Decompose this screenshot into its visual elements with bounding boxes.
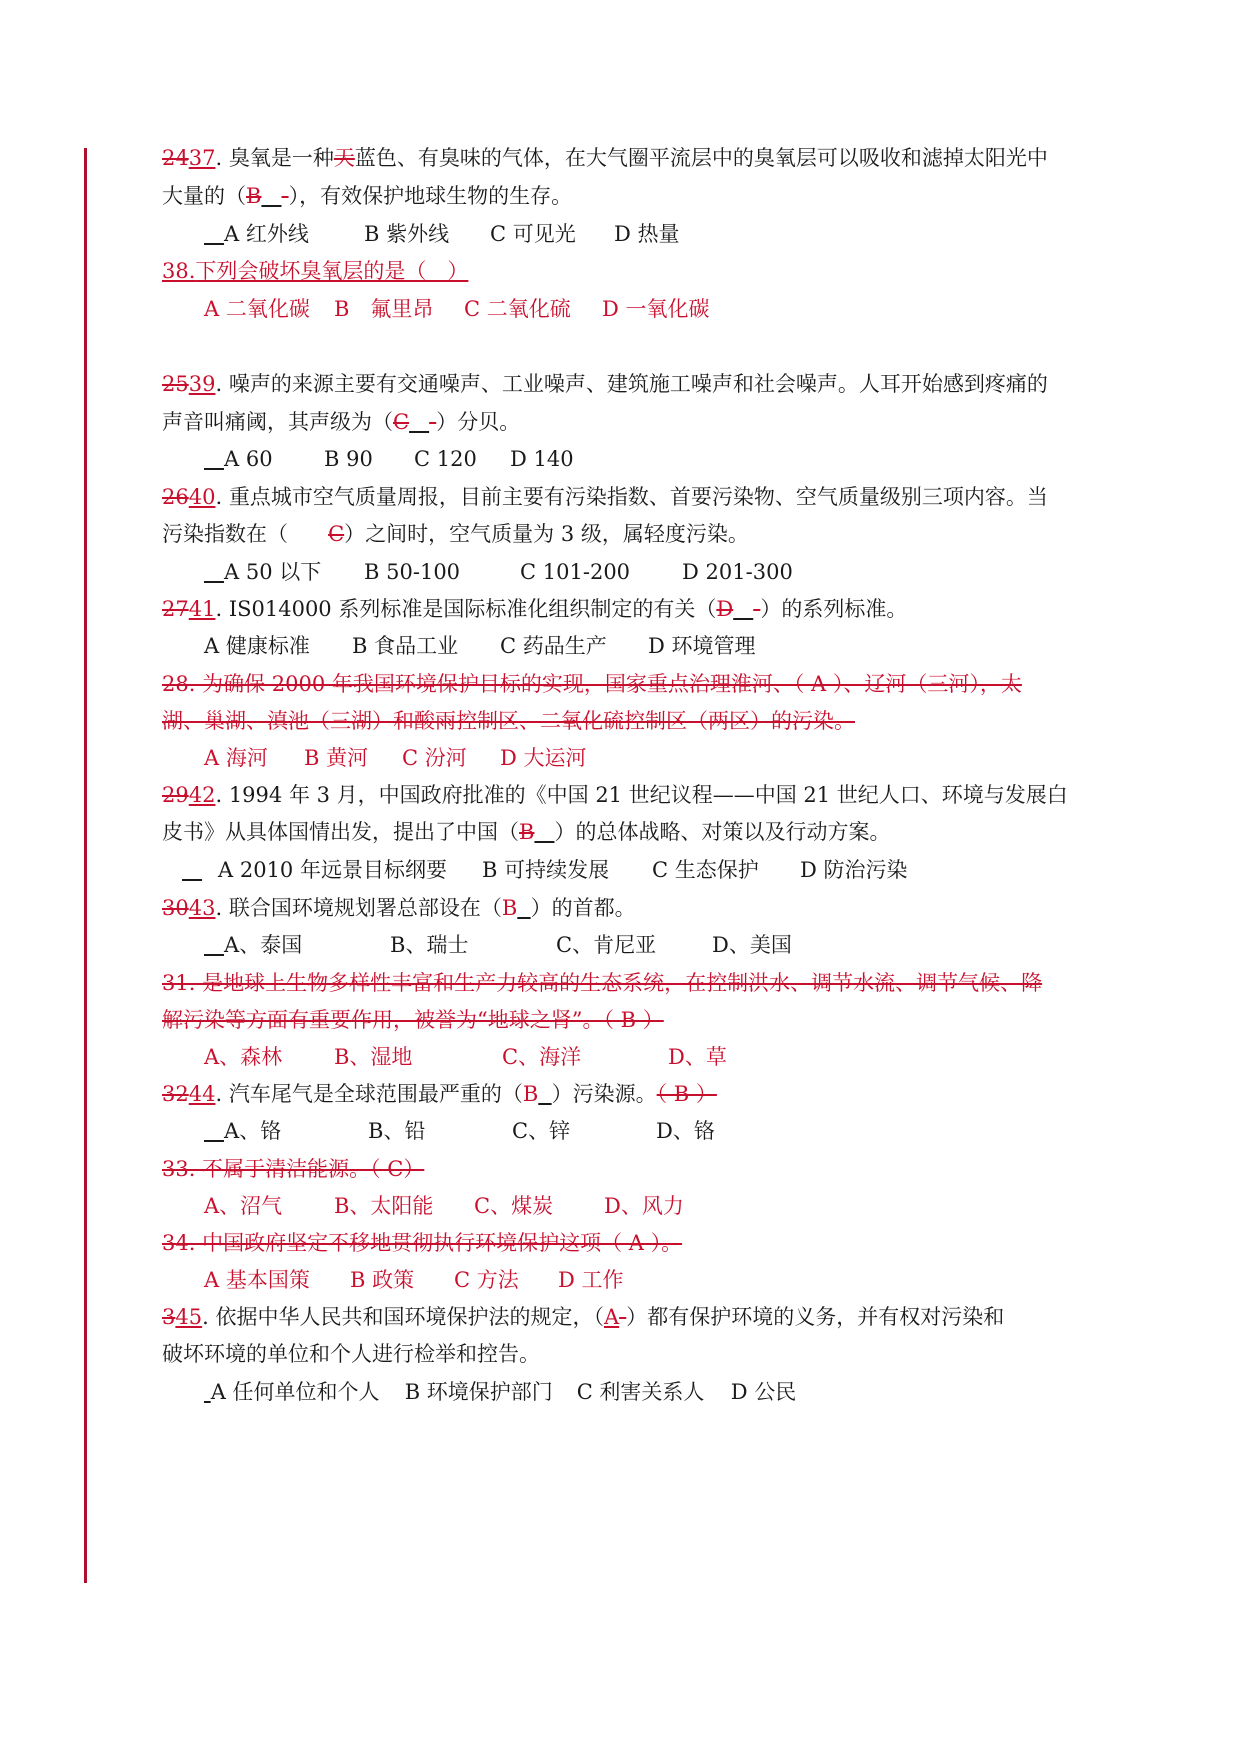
question-39-line2: 声音叫痛阈，其声级为（C -）分贝。: [162, 410, 521, 434]
question-38-line1: 38.下列会破坏臭氧层的是（ ）: [162, 259, 469, 283]
deleted-question-28-line2: 湖、巢湖、滇池（三湖）和酸雨控制区、二氧化硫控制区（两区）的污染。: [162, 709, 855, 733]
question-42-line2: 皮书》从具体国情出发，提出了中国（B ）的总体战略、对策以及行动方案。: [162, 820, 891, 844]
deleted-question-31-line2: 解污染等方面有重要作用，被誉为“地球之肾”。（ B ）: [162, 1008, 664, 1032]
question-37-options: A 红外线 B 紫外线 C 可见光 D 热量: [224, 222, 680, 246]
deleted-char: 天: [333, 146, 355, 170]
question-39-line1: 2539. 噪声的来源主要有交通噪声、工业噪声、建筑施工噪声和社会噪声。人耳开始感到疼痛的: [162, 372, 1048, 396]
deleted-answer: （ B ）: [656, 1082, 717, 1106]
answer: B: [246, 184, 262, 208]
question-40-line2: 污染指数在（ C）之间时，空气质量为 3 级，属轻度污染。: [162, 522, 749, 546]
question-44-options: A、铬 B、铅 C、锌 D、铬: [224, 1119, 715, 1143]
deleted-question-33-line1: 33. 不属于清洁能源。（ C）: [162, 1157, 425, 1181]
question-43-line1: 3043. 联合国环境规划署总部设在（B ）的首都。: [162, 896, 636, 920]
answer: B: [519, 820, 535, 844]
question-38-options: A 二氧化碳 B 氟里昂 C 二氧化硫 D 一氧化碳: [204, 297, 710, 321]
question-45-options: A 任何单位和个人 B 环境保护部门 C 利害关系人 D 公民: [210, 1380, 797, 1404]
deleted-question-34-line1: 34. 中国政府坚定不移地贯彻执行环境保护这项（ A ）。: [162, 1231, 683, 1255]
deleted-question-31-options: A、森林 B、湿地 C、海洋 D、草: [204, 1045, 727, 1069]
question-41-line1: 2741. IS014000 系列标准是国际标准化组织制定的有关（D -）的系列标准。: [162, 597, 908, 621]
question-44-line1: 3244. 汽车尾气是全球范围最严重的（B ）污染源。（ B ）: [162, 1082, 717, 1106]
answer: B: [501, 896, 518, 920]
deleted-question-33-options: A、沼气 B、太阳能 C、煤炭 D、风力: [204, 1194, 684, 1218]
deleted-number: 24: [162, 146, 189, 170]
change-bar: [84, 148, 87, 1583]
deleted-question-31-line1: 31. 是地球上生物多样性丰富和生产力较高的生态系统，在控制洪水、调节水流、调节气候、降: [162, 971, 1043, 995]
deleted-question-34-options: A 基本国策 B 政策 C 方法 D 工作: [204, 1268, 624, 1292]
question-37-line1: 2437. 臭氧是一种天蓝色、有臭味的气体，在大气圈平流层中的臭氧层可以吸收和滤掉太阳光中: [162, 146, 1048, 170]
question-42-options: A 2010 年远景目标纲要 B 可持续发展 C 生态保护 D 防治污染: [218, 858, 908, 882]
question-45-line1: 345. 依据中华人民共和国环境保护法的规定，（A-）都有保护环境的义务，并有权对污染和: [162, 1305, 1005, 1329]
answer: B: [522, 1082, 539, 1106]
answer: A: [603, 1305, 620, 1329]
deleted-question-28-options: A 海河 B 黄河 C 汾河 D 大运河: [204, 746, 587, 770]
question-40-line1: 2640. 重点城市空气质量周报，目前主要有污染指数、首要污染物、空气质量级别三项内容。当: [162, 485, 1048, 509]
inserted-number: 37: [188, 146, 216, 170]
question-43-options: A、泰国 B、瑞士 C、肯尼亚 D、美国: [224, 933, 792, 957]
deleted-question-28-line1: 28. 为确保 2000 年我国环境保护目标的实现，国家重点治理淮河、（ A ）、辽河（三河），太: [162, 672, 1022, 696]
question-42-line1: 2942. 1994 年 3 月，中国政府批准的《中国 21 世纪议程——中国 21 世纪人口、环境与发展白: [162, 783, 1068, 807]
answer: C: [393, 410, 410, 434]
question-45-line2: 破坏环境的单位和个人进行检举和控告。: [162, 1342, 540, 1366]
question-37-line2: 大量的（B -），有效保护地球生物的生存。: [162, 184, 573, 208]
answer: D: [716, 597, 734, 621]
question-41-options: A 健康标准 B 食品工业 C 药品生产 D 环境管理: [204, 634, 756, 658]
question-40-options: A 50 以下 B 50-100 C 101-200 D 201-300: [224, 560, 793, 584]
answer: C: [328, 522, 345, 546]
question-39-options: A 60 B 90 C 120 D 140: [224, 447, 574, 471]
